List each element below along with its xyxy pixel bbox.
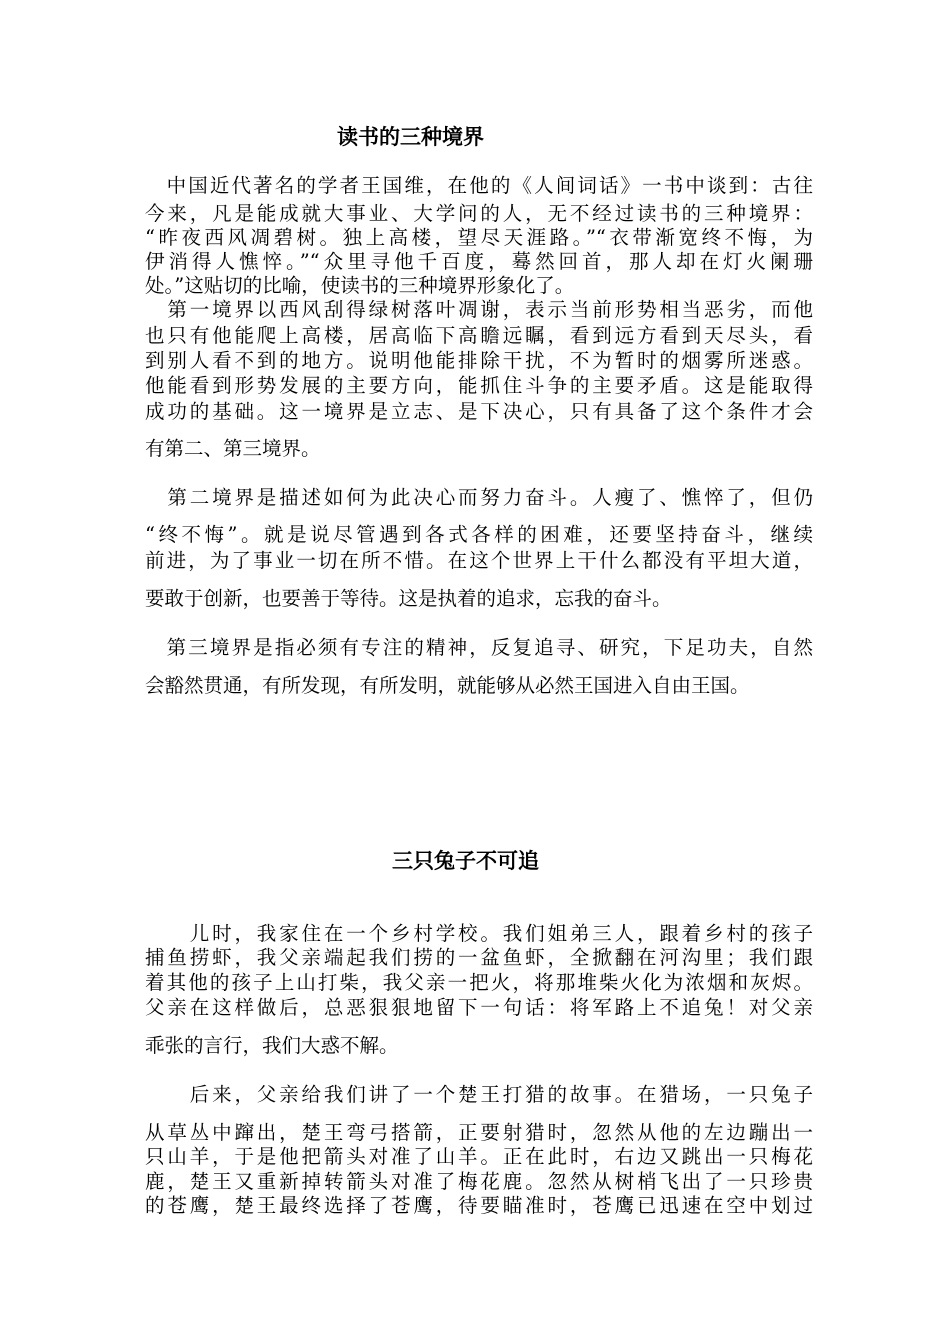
text-line: 要敢于创新，也要善于等待。这是执着的追求，忘我的奋斗。 [145,587,672,610]
text-line: 只山羊，于是他把箭头对准了山羊。正在此时，右边又跳出一只梅花 [145,1145,813,1168]
text-line: 捕鱼捞虾，我父亲端起我们捞的一盆鱼虾，全掀翻在河沟里；我们跟 [145,946,813,969]
text-line: 处。”这贴切的比喻，使读书的三种境界形象化了。 [145,274,575,297]
text-line: 第三境界是指必须有专注的精神，反复追寻、研究，下足功夫，自然 [145,636,813,659]
text-line: 后来，父亲给我们讲了一个楚王打猎的故事。在猎场，一只兔子 [145,1083,813,1106]
text-line: 也只有他能爬上高楼，居高临下高瞻远瞩，看到远方看到天尽头，看 [145,324,813,347]
text-line: 成功的基础。这一境界是立志、是下决心，只有具备了这个条件才会 [145,400,813,423]
text-line: “终不悔”。就是说尽管遇到各式各样的困难，还要坚持奋斗，继续 [145,523,813,546]
text-line: 他能看到形势发展的主要方向，能抓住斗争的主要矛盾。这是能取得 [145,374,813,397]
text-line: 的苍鹰，楚王最终选择了苍鹰，待要瞄准时，苍鹰已迅速在空中划过 [145,1194,813,1217]
text-line: 父亲在这样做后，总恶狠狠地留下一句话：将军路上不追兔！对父亲 [145,996,813,1019]
text-line: “昨夜西风凋碧树。独上高楼，望尽天涯路。”“衣带渐宽终不悔，为 [145,226,813,249]
text-line: 前进，为了事业一切在所不惜。在这个世界上干什么都没有平坦大道， [145,549,813,572]
text-line: 从草丛中蹿出，楚王弯弓搭箭，正要射猎时，忽然从他的左边蹦出一 [145,1121,813,1144]
section-title-reading-realms: 读书的三种境界 [337,125,484,149]
text-line: 着其他的孩子上山打柴，我父亲一把火，将那堆柴火化为浓烟和灰烬。 [145,971,813,994]
text-line: 有第二、第三境界。 [145,437,321,460]
text-line: 到别人看不到的地方。说明他能排除干扰，不为暂时的烟雾所迷惑。 [145,349,813,372]
text-line: 鹿，楚王又重新掉转箭头对准了梅花鹿。忽然从树梢飞出了一只珍贵 [145,1170,813,1193]
text-line: 儿时，我家住在一个乡村学校。我们姐弟三人，跟着乡村的孩子 [145,922,813,945]
text-line: 会豁然贯通，有所发现，有所发明，就能够从必然王国进入自由王国。 [145,674,750,697]
text-line: 乖张的言行，我们大惑不解。 [145,1034,399,1057]
text-line: 第二境界是描述如何为此决心而努力奋斗。人瘦了、憔悴了，但仍 [145,486,813,509]
text-line: 中国近代著名的学者王国维，在他的《人间词话》一书中谈到：古往 [145,174,813,197]
section-title-three-rabbits: 三只兔子不可追 [392,849,539,873]
text-line: 伊消得人憔悴。”“众里寻他千百度，蓦然回首，那人却在灯火阑珊 [145,250,813,273]
text-line: 今来，凡是能成就大事业、大学问的人，无不经过读书的三种境界： [145,202,813,225]
text-line: 第一境界以西风刮得绿树落叶凋谢，表示当前形势相当恶劣，而他 [145,298,813,321]
